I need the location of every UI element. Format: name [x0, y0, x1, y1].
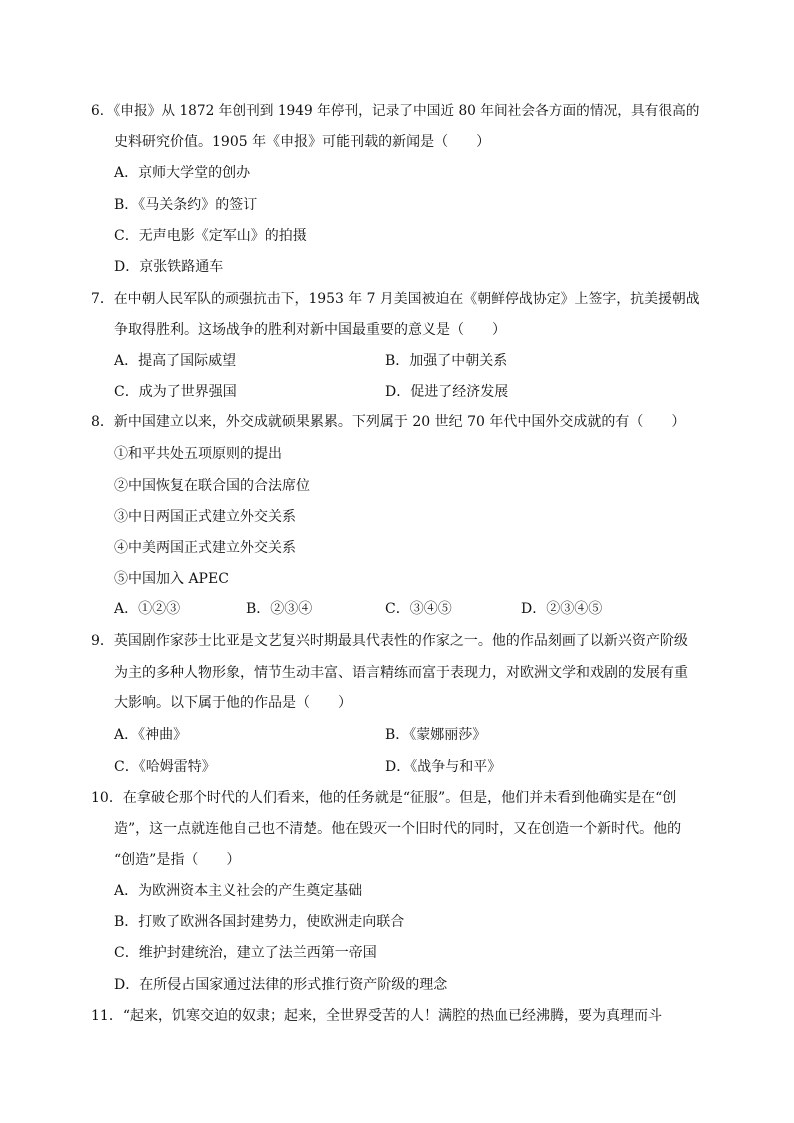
q11-stem-line1: 11．“起来，饥寒交迫的奴隶；起来，全世界受苦的人！满腔的热血已经沸腾，要为真理而斗 — [91, 1008, 662, 1024]
q8-item-3: ③中日两国正式建立外交关系 — [114, 509, 296, 525]
q9-option-a: A．《神曲》 — [114, 727, 188, 743]
q8-item-2: ②中国恢复在联合国的合法席位 — [114, 478, 310, 494]
q10-option-a: A．为欧洲资本主义社会的产生奠定基础 — [114, 883, 363, 899]
q9-option-c: C．《哈姆雷特》 — [114, 759, 216, 775]
q10-stem-line3: “创造”是指（ ） — [114, 852, 241, 868]
q6-stem-line1: 6．《申报》从 1872 年创刊到 1949 年停刊，记录了中国近 80 年间社会各方面的情况，具有很高的 — [91, 103, 700, 119]
q8-stem-line1: 8．新中国建立以来，外交成就硕果累累。下列属于 20 世纪 70 年代中国外交成就的有（ ） — [91, 414, 686, 430]
q7-option-d: D．促进了经济发展 — [385, 384, 509, 400]
q6-option-a: A．京师大学堂的创办 — [114, 165, 251, 181]
q10-stem-line1: 10．在拿破仑那个时代的人们看来，他的任务就是“征服”。但是，他们并未看到他确实是在“创 — [91, 790, 677, 806]
q6-option-c: C．无声电影《定军山》的拍摄 — [114, 228, 307, 244]
q9-option-b: B．《蒙娜丽莎》 — [385, 727, 487, 743]
q8-option-a: A．①②③ — [114, 601, 181, 617]
q8-item-4: ④中美两国正式建立外交关系 — [114, 540, 296, 556]
q8-option-d: D．②③④⑤ — [521, 601, 603, 617]
q10-stem-line2: 造”，这一点就连他自己也不清楚。他在毁灭一个旧时代的同时，又在创造一个新时代。他的 — [114, 821, 682, 837]
q6-option-b: B．《马关条约》的签订 — [114, 197, 258, 213]
q10-option-c: C．维护封建统治，建立了法兰西第一帝国 — [114, 945, 377, 961]
q7-stem-line2: 争取得胜利。这场战争的胜利对新中国最重要的意义是（ ） — [114, 322, 506, 338]
q8-option-b: B．②③④ — [246, 601, 313, 617]
q8-option-c: C．③④⑤ — [385, 601, 452, 617]
q9-stem-line3: 大影响。以下属于他的作品是（ ） — [114, 695, 352, 711]
q9-stem-line1: 9．英国剧作家莎士比亚是文艺复兴时期最具代表性的作家之一。他的作品刻画了以新兴资产阶级 — [91, 633, 688, 649]
q7-option-a: A．提高了国际威望 — [114, 353, 237, 369]
q7-option-c: C．成为了世界强国 — [114, 384, 237, 400]
q8-item-1: ①和平共处五项原则的提出 — [114, 446, 282, 462]
q10-option-b: B．打败了欧洲各国封建势力，使欧洲走向联合 — [114, 914, 405, 930]
q8-item-5: ⑤中国加入 APEC — [114, 571, 229, 587]
q7-stem-line1: 7．在中朝人民军队的顽强抗击下，1953 年 7 月美国被迫在《朝鲜停战协定》上签字，抗美援朝战 — [91, 291, 700, 307]
q6-option-d: D．京张铁路通车 — [114, 259, 224, 275]
q6-stem-line2: 史料研究价值。1905 年《申报》可能刊载的新闻是（ ） — [114, 134, 491, 150]
q10-option-d: D．在所侵占国家通过法律的形式推行资产阶级的理念 — [114, 977, 448, 993]
q9-stem-line2: 为主的多种人物形象，情节生动丰富、语言精练而富于表现力，对欧洲文学和戏剧的发展有重 — [114, 665, 688, 681]
q7-option-b: B．加强了中朝关系 — [385, 353, 508, 369]
q9-option-d: D．《战争与和平》 — [385, 759, 502, 775]
